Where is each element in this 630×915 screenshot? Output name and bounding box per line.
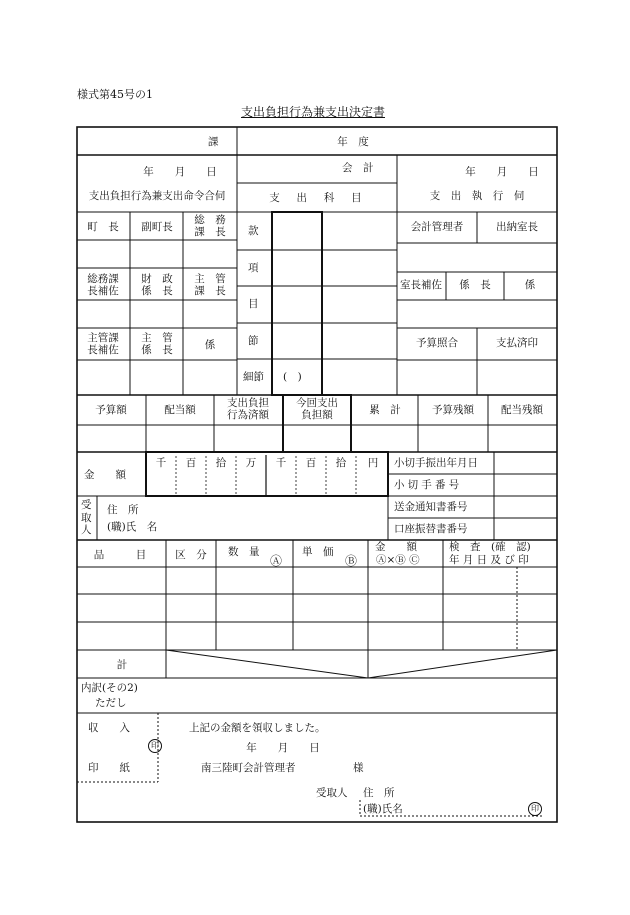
saisetsu-paren[interactable]: ( ) [283,371,302,383]
date-left[interactable]: 年 月 日 [143,166,217,178]
col-item-name: 品 目 [93,549,147,561]
approval-general-affairs-chief: 総 務 課 長 [194,214,226,239]
price-mark-b: Ⓑ [345,554,358,568]
role-staff: 係 [524,279,536,291]
order-label: 支出負担行為兼支出命令合伺 [88,190,226,202]
digit-man: 万 [245,457,257,469]
col-total-amount: 金 額 [375,541,417,553]
receiver-address[interactable]: 住 所 [363,787,395,799]
total-formula: Ⓐ×Ⓑ Ⓒ [376,554,420,566]
receiver-label: 受取人 [316,787,348,799]
recipient-label: 受 取 人 [81,499,92,537]
budget-kou: 項 [248,262,259,274]
budget-moku: 目 [248,298,259,310]
digit-yen: 円 [367,457,379,469]
receipt-date[interactable]: 年 月 日 [246,742,320,754]
col-cumulative: 累 計 [369,404,401,416]
breakdown-title: 内訳(その2) [81,682,138,694]
approval-dept-assistant: 主管課 長補佐 [87,332,119,357]
amount-label: 金 額 [84,469,126,481]
remittance-number-label: 送金通知書番号 [394,501,468,513]
form-title: 支出負担行為兼支出決定書 [240,105,386,119]
col-inspection-date: 年 月 日 及 び 印 [449,554,529,566]
paid-stamp-label: 支払済印 [496,337,538,349]
digit-thousand: 千 [275,457,287,469]
approval-finance-chief: 財 政 係 長 [141,273,173,298]
receipt-message: 上記の金額を領収しました。 [189,722,326,734]
role-accounting-manager: 会計管理者 [410,221,464,233]
receipt-sama: 様 [353,762,364,774]
budget-saisetsu: 細節 [243,371,264,383]
digit-ten: 拾 [335,457,347,469]
digit-thousand-man: 千 [155,457,167,469]
expense-item-label: 支 出 科 目 [269,192,365,204]
col-inspection: 検 査 (確 認) [449,541,531,553]
approval-ga-assistant: 総務課 長補佐 [87,273,119,298]
approval-section-chief: 主 管 係 長 [141,332,173,357]
budget-kan: 款 [248,225,259,237]
role-deputy-head: 室長補佐 [400,279,442,291]
approval-staff: 係 [204,339,216,351]
digit-hundred-man: 百 [185,457,197,469]
digit-ten-man: 拾 [215,457,227,469]
col-current: 今回支出 負担額 [296,397,338,422]
approval-mayor: 町 長 [87,221,119,233]
revenue-label: 収 入 [88,722,130,734]
budget-setsu: 節 [248,335,259,347]
date-right[interactable]: 年 月 日 [465,166,539,178]
col-allocation: 配当額 [164,404,196,416]
receiver-name[interactable]: (職)氏名 [363,803,403,815]
transfer-number-label: 口座振替書番号 [394,523,468,535]
role-chief: 係 長 [459,279,491,291]
recipient-name[interactable]: (職)氏 名 [107,521,158,533]
col-allocation-remaining: 配当残額 [501,404,543,416]
quantity-mark-a: Ⓐ [270,554,283,568]
fiscal-year[interactable]: 年 度 [337,136,369,148]
check-number-label: 小切手番号 [394,479,463,491]
stamp-label: 印 紙 [88,762,130,774]
col-unit: 区 分 [175,549,207,561]
col-unit-price: 単 価 [302,546,334,558]
revenue-seal: 印 [148,739,162,753]
check-issue-date-label: 小切手振出年月日 [394,457,478,469]
receipt-addressee: 南三陸町会計管理者 [201,762,296,774]
account-label: 会 計 [342,162,374,174]
form-number: 様式第45号の1 [77,88,153,101]
receiver-seal: 印 [528,802,542,816]
col-budget: 予算額 [95,404,127,416]
execution-label: 支 出 執 行 伺 [429,190,525,202]
department-suffix[interactable]: 課 [208,136,219,148]
col-quantity: 数 量 [228,546,260,558]
breakdown-note[interactable]: ただし [95,697,127,709]
approval-deputy-mayor: 副町長 [141,221,173,233]
recipient-address[interactable]: 住 所 [107,504,139,516]
approval-dept-chief: 主 管 課 長 [194,273,226,298]
role-cashier-head: 出納室長 [496,221,538,233]
total-label: 計 [116,659,128,671]
digit-hundred: 百 [305,457,317,469]
col-budget-remaining: 予算残額 [432,404,474,416]
col-committed: 支出負担 行為済額 [227,397,269,422]
budget-check-label: 予算照合 [416,337,458,349]
